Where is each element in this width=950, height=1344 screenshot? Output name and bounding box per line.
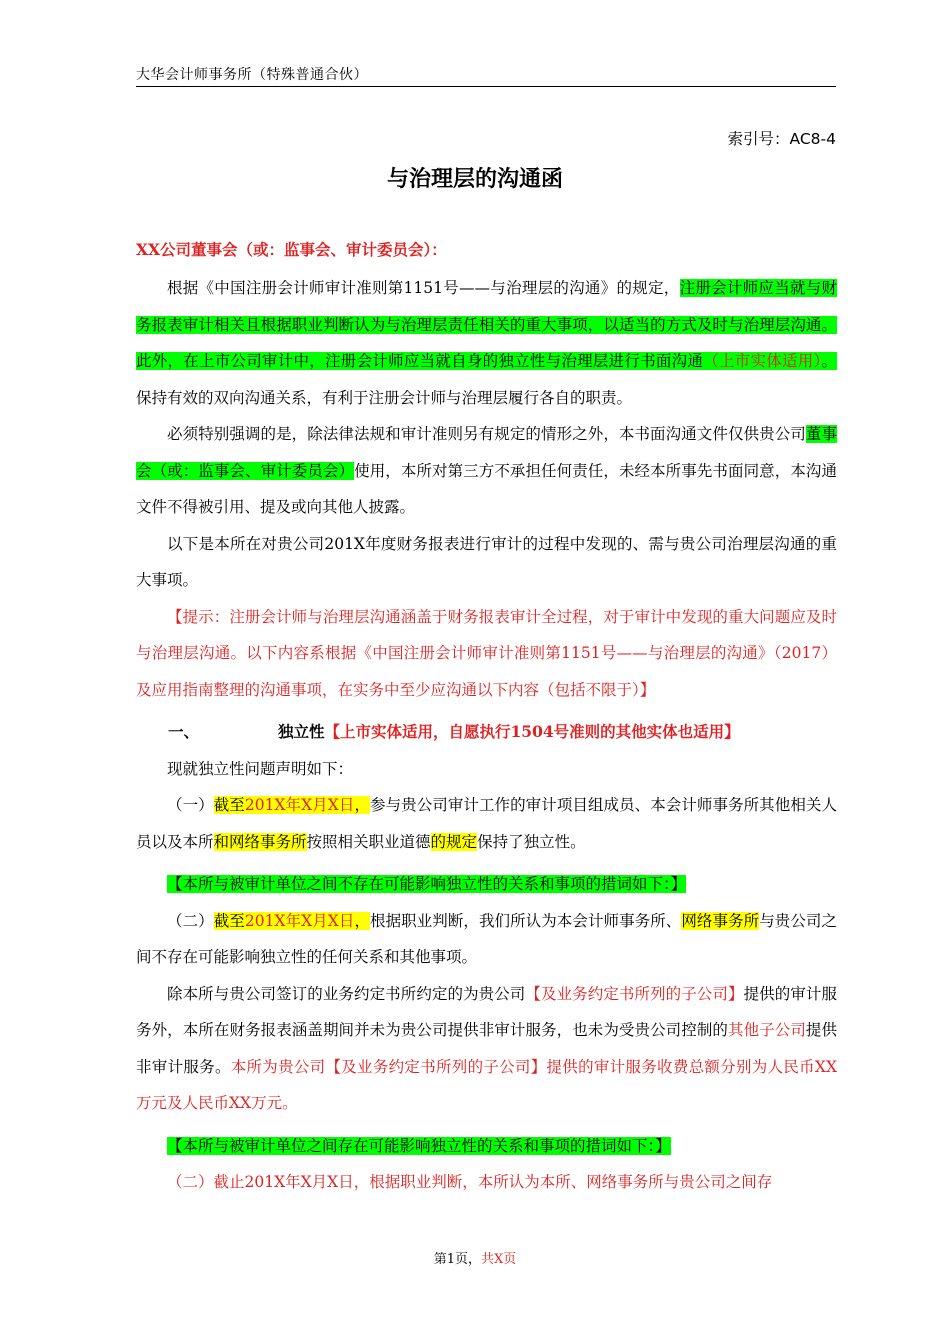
p6-num: （一）	[167, 796, 214, 814]
paragraph-8	[136, 903, 837, 976]
p1-listed-note: （上市实体适用）	[703, 352, 822, 370]
paragraph-11: （二）截止201X年X月X日，根据职业判断，本所认为本所、网络事务所与贵公司之间存	[167, 1173, 773, 1191]
p9-text-3: 提供非审计服务。	[136, 1021, 837, 1076]
paragraph-1	[136, 270, 837, 416]
p8-text: 根据职业判断，我们所认为本会计师事务所、	[370, 911, 682, 930]
p6-network-firm: 和网络事务所	[213, 832, 307, 851]
paragraph-9	[136, 976, 837, 1122]
p6-date-prefix: 截至	[213, 796, 245, 814]
paragraph-10	[136, 1128, 837, 1165]
paragraph-5: 现就独立性问题声明如下：	[167, 759, 354, 778]
p8-num: （二）	[167, 911, 214, 930]
footer-total: 共X页	[481, 1252, 517, 1267]
p7-highlight: 【本所与被审计单位之间不存在可能影响独立性的关系和事项的措词如下：】	[167, 875, 687, 893]
paragraph-6	[136, 787, 837, 860]
p8-date-prefix: 截至	[213, 911, 245, 930]
p8-network-firm: 网络事务所	[681, 911, 760, 930]
paragraph-2	[136, 416, 837, 526]
p10-highlight: 【本所与被审计单位之间存在可能影响独立性的关系和事项的措词如下：】	[167, 1136, 671, 1155]
section-1-number: 一、	[168, 723, 200, 741]
footer-page: 第1页，	[433, 1252, 481, 1267]
paragraph-3: 以下是本所在对贵公司201X年度财务报表进行审计的过程中发现的、需与贵公司治理层沟通的重大事项。	[136, 534, 837, 589]
p9-text-2: 提供的审计服务外，本所在财务报表涵盖期间并未为贵公司提供非审计服务，也未为受贵公司控制的	[136, 984, 837, 1039]
section-1-label: 独立性	[278, 723, 325, 741]
p9-fees: 本所为贵公司【及业务约定书所列的子公司】提供的审计服务收费总额分别为人民币XX万元及人民币XX万元。	[136, 1057, 837, 1112]
page-footer	[0, 1248, 950, 1267]
p1-text: 根据《中国注册会计师审计准则第1151号——与治理层的沟通》的规定，	[167, 279, 680, 297]
p8-date: 201X年X月X日	[244, 911, 355, 930]
p2-tail: 使用，本所对第三方不承担任何责任，未经本所事先书面同意，本沟通文件不得被引用、提及或向其他人披露。	[136, 461, 837, 516]
section-1-heading	[136, 714, 837, 751]
document-body	[136, 270, 837, 1201]
p8-tail: 与贵公司之间不存在可能影响独立性的任何关系和其他事项。	[136, 911, 837, 966]
paragraph-7	[136, 866, 837, 903]
page-title: 与治理层的沟通函	[386, 167, 563, 192]
p6-text: 参与贵公司审计工作的审计项目组成员、本会计师事务所其他相关人员以及本所	[136, 796, 837, 851]
addressee: XX公司董事会（或：监事会、审计委员会）：	[136, 240, 447, 259]
p9-subsidiary-note: 【及业务约定书所列的子公司】	[525, 984, 744, 1003]
p1-highlight: 注册会计师应当就与财务报表审计相关且根据职业判断认为与治理层责任相关的重大事项，以适当的方式及时与治理层沟通。此外，在上市公司审计中，注册会计师应当就自身的独立性与治理层进行书面沟通	[136, 279, 837, 370]
p2-text: 必须特别强调的是，除法律法规和审计准则另有规定的情形之外，本书面沟通文件仅供贵公司	[167, 425, 806, 443]
p6-rule: 的规定	[430, 832, 478, 851]
index-number: 索引号：AC8-4	[727, 130, 836, 148]
p8-comma: ，	[354, 911, 371, 930]
p6-tail: 保持了独立性。	[477, 832, 586, 851]
p2-highlight: 董事会（或：监事会、审计委员会）	[136, 425, 837, 480]
p6-comma: ，	[354, 796, 371, 814]
p1-tail: 保持有效的双向沟通关系，有利于注册会计师与治理层履行各自的职责。	[136, 388, 633, 407]
header-divider	[136, 86, 836, 87]
section-1-note: 【上市实体适用，自愿执行1504号准则的其他实体也适用】	[324, 722, 740, 741]
p1-period: 。	[821, 352, 837, 370]
p6-date: 201X年X月X日	[244, 796, 355, 814]
p6-text-2: 按照相关职业道德	[306, 832, 431, 851]
p9-other-subsidiaries: 其他子公司	[728, 1021, 806, 1039]
paragraph-hint: 【提示：注册会计师与治理层沟通涵盖于财务报表审计全过程，对于审计中发现的重大问题应及时与治理层沟通。以下内容系根据《中国注册会计师审计准则第1151号——与治理层的沟通》（2017）及应用指南整理的沟通事项，在实务中至少应沟通以下内容（包括不限于）】	[136, 607, 837, 699]
p9-text: 除本所与贵公司签订的业务约定书所约定的为贵公司	[167, 984, 526, 1003]
header-firm-name: 大华会计师事务所（特殊普通合伙）	[136, 67, 368, 83]
